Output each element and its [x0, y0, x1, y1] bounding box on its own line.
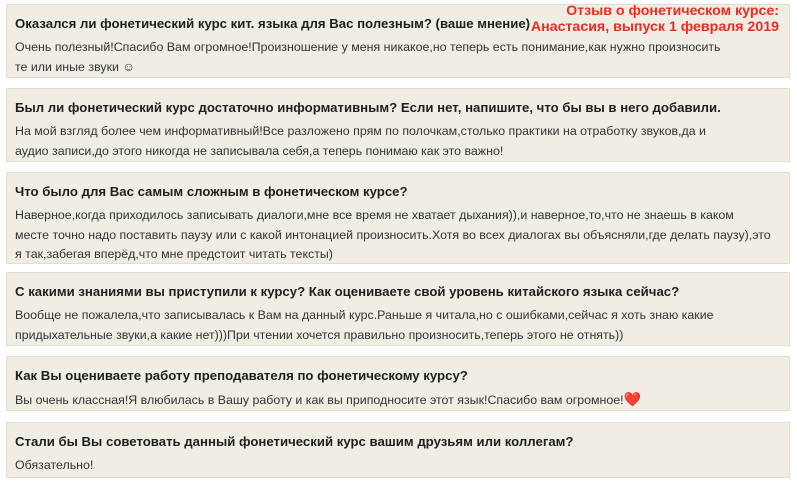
answer-2: На мой взгляд более чем информативный!Все разложено прям по полочкам,столько практики на отработку звуков,да и аудио записи,до этого никогда не записывала себя,а теперь понимаю как это важно! [15, 124, 706, 158]
qa-card-5 [6, 356, 790, 411]
qa-card-6 [6, 422, 790, 478]
question-5: Как Вы оцениваете работу преподавателя по фонетическому курсу? [15, 368, 468, 383]
answer-5-text: Вы очень классная!Я влюбилась в Вашу работу и как вы приподносите этот язык!Спасибо вам огромное! [15, 393, 624, 407]
qa-card-2 [6, 88, 790, 162]
qa-card-3 [6, 172, 790, 264]
answer-1: Очень полезный!Спасибо Вам огромное!Произношение у меня никакое,но теперь есть понимание,как нужно произносить те или иные звуки ☺ [15, 40, 721, 74]
heart-icon: ❤️ [623, 391, 642, 407]
caption-line-2: Анастасия, выпуск 1 февраля 2019 [530, 19, 779, 35]
answer-3: Наверное,когда приходилось записывать диалоги,мне все время не хватает дыхания)),и наверное,то,что не знаешь в каком месте точно надо поставить паузу или с какой интонацией произносить.Хотя во всех диалогах вы объясняли,где делать паузу),это я так,забегая вперёд,что мне предстоит читать тексты) [15, 208, 771, 261]
question-1: Оказался ли фонетический курс кит. языка для Вас полезным? (ваше мнение) [15, 16, 531, 31]
caption-line-1: Отзыв о фонетическом курсе: [566, 3, 779, 19]
review-caption [531, 3, 779, 35]
answer-5 [15, 385, 781, 411]
question-6: Стали бы Вы советовать данный фонетический курс вашим друзьям или коллегам? [15, 434, 574, 449]
question-2: Был ли фонетический курс достаточно информативным? Если нет, напишите, что бы вы в него добавили. [15, 100, 721, 115]
answer-4: Вообще не пожалела,что записывалась к Вам на данный курс.Раньше я читала,но с ошибками,сейчас я хоть знаю какие придыхательные звуки,а какие нет)))При чтении хочется правильно произносить,теперь этого не отнять)) [15, 308, 714, 342]
qa-card-4 [6, 272, 790, 346]
question-3: Что было для Вас самым сложным в фонетическом курсе? [15, 184, 408, 199]
question-4: С какими знаниями вы приступили к курсу? Как оцениваете свой уровень китайского языка сейчас? [15, 284, 680, 299]
answer-6: Обязательно! [15, 458, 94, 472]
